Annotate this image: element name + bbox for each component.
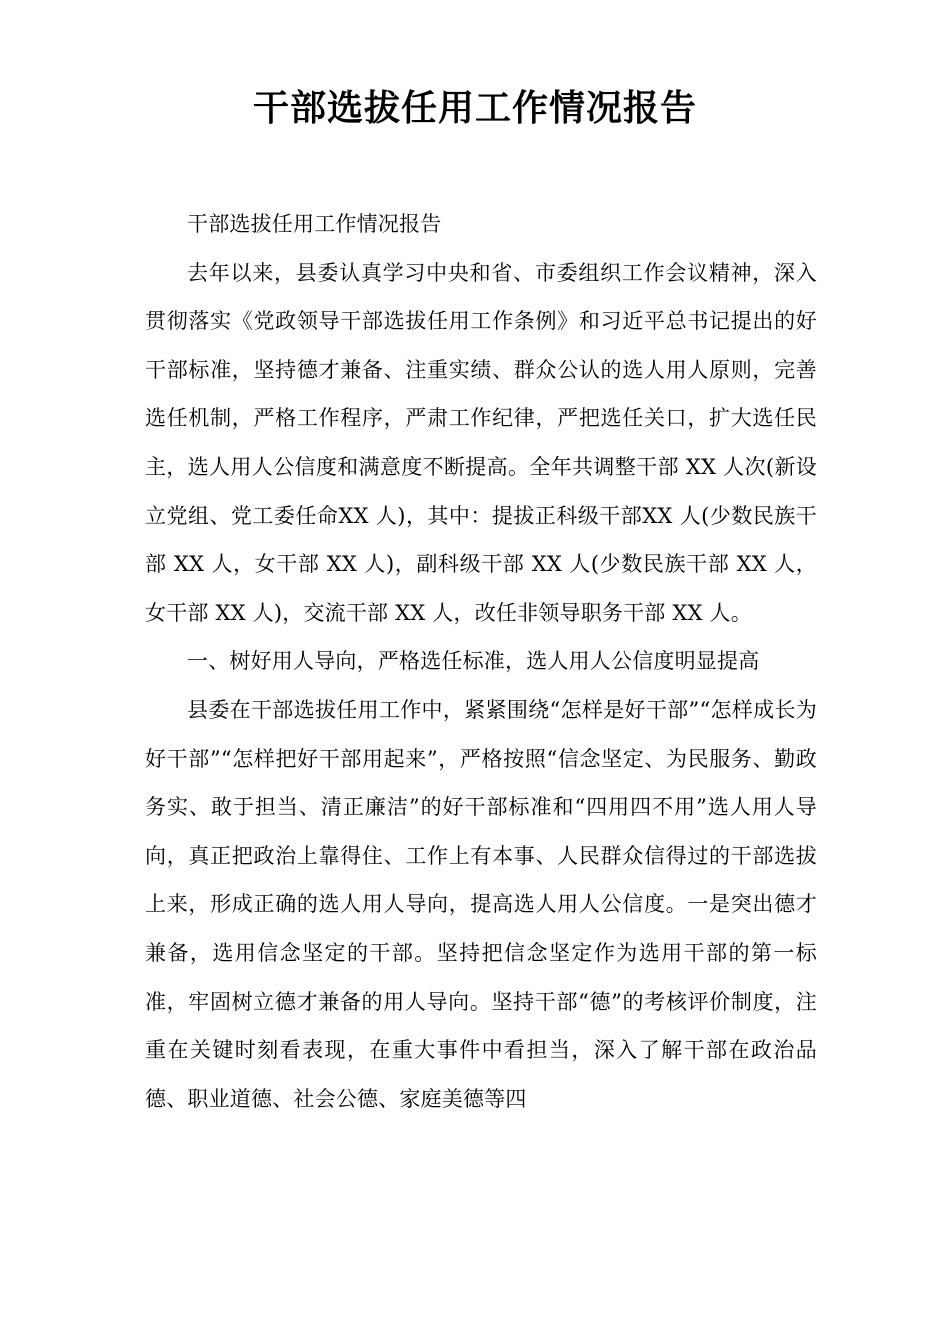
body-paragraph-overview: 去年以来，县委认真学习中央和省、市委组织工作会议精神，深入贯彻落实《党政领导干部选拔任用工作条例》和习近平总书记提出的好干部标准，坚持德才兼备、注重实绩、群众公认的选人用人原则，完善选任机制，严格工作程序，严肃工作纪律，严把选任关口，扩大选任民主，选人用人公信度和满意度不断提高。全年共调整干部 XX 人次(新设立党组、党工委任命XX 人)，其中：提拔正科级干部XX 人(少数民族干部 XX 人，女干部 XX 人)，副科级干部 XX 人(少数民族干部 XX 人，女干部 XX 人)，交流干部 XX 人，改任非领导职务干部 XX 人。 bbox=[145, 260, 817, 625]
document-body bbox=[145, 200, 817, 1123]
body-paragraph-section-1: 县委在干部选拔任用工作中，紧紧围绕“怎样是好干部”“怎样成长为好干部”“怎样把好干部用起来”，严格按照“信念坚定、为民服务、勤政务实、敢于担当、清正廉洁”的好干部标准和“四用四不用”选人用人导向，真正把政治上靠得住、工作上有本事、人民群众信得过的干部选拔上来，形成正确的选人用人导向，提高选人用人公信度。一是突出德才兼备，选用信念坚定的干部。坚持把信念坚定作为选用干部的第一标准，牢固树立德才兼备的用人导向。坚持干部“德”的考核评价制度，注重在关键时刻看表现，在重大事件中看担当，深入了解干部在政治品德、职业道德、社会公德、家庭美德等四 bbox=[145, 697, 817, 1111]
body-paragraph-subtitle: 干部选拔任用工作情况报告 bbox=[187, 212, 442, 236]
section-heading-1: 一、树好用人导向，严格选任标准，选人用人公信度明显提高 bbox=[187, 649, 760, 674]
document-title: 干部选拔任用工作情况报告 bbox=[252, 87, 697, 129]
